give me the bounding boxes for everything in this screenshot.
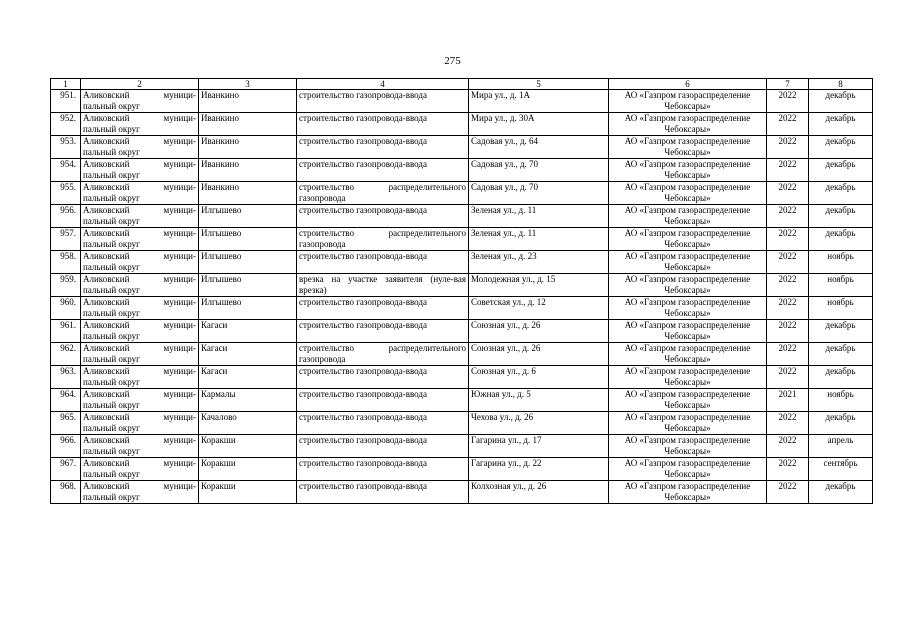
work-type-cell: строительство распределительного газопровода — [297, 228, 469, 251]
work-type-cell: строительство газопровода-ввода — [297, 320, 469, 343]
address-cell: Союзная ул., д. 26 — [469, 320, 609, 343]
column-header: 2 — [81, 79, 199, 90]
organization-cell: АО «Газпром газораспределение Чебоксары» — [609, 251, 767, 274]
village-cell: Илгышево — [199, 274, 297, 297]
month-cell: декабрь — [809, 481, 873, 504]
year-cell: 2022 — [767, 136, 809, 159]
month-cell: декабрь — [809, 366, 873, 389]
district-cell: Аликовский муници-пальный округ — [81, 320, 199, 343]
district-cell: Аликовский муници-пальный округ — [81, 458, 199, 481]
month-cell: апрель — [809, 435, 873, 458]
row-number-cell: 960. — [51, 297, 81, 320]
year-cell: 2022 — [767, 159, 809, 182]
page-number: 275 — [444, 55, 461, 67]
year-cell: 2022 — [767, 251, 809, 274]
organization-cell: АО «Газпром газораспределение Чебоксары» — [609, 412, 767, 435]
work-type-cell: врезка на участке заявителя (нуле-вая врезка) — [297, 274, 469, 297]
row-number-cell: 953. — [51, 136, 81, 159]
table-row — [51, 205, 873, 228]
district-cell: Аликовский муници-пальный округ — [81, 251, 199, 274]
work-type-cell: строительство газопровода-ввода — [297, 435, 469, 458]
organization-cell: АО «Газпром газораспределение Чебоксары» — [609, 343, 767, 366]
work-type-cell: строительство газопровода-ввода — [297, 136, 469, 159]
work-type-cell: строительство распределительного газопровода — [297, 343, 469, 366]
row-number-cell: 952. — [51, 113, 81, 136]
village-cell: Илгышево — [199, 205, 297, 228]
address-cell: Советская ул., д. 12 — [469, 297, 609, 320]
row-number-cell: 966. — [51, 435, 81, 458]
village-cell: Кагаси — [199, 320, 297, 343]
village-cell: Кагаси — [199, 366, 297, 389]
year-cell: 2021 — [767, 389, 809, 412]
organization-cell: АО «Газпром газораспределение Чебоксары» — [609, 90, 767, 113]
column-header: 1 — [51, 79, 81, 90]
address-cell: Молодежная ул., д. 15 — [469, 274, 609, 297]
year-cell: 2022 — [767, 113, 809, 136]
table-row — [51, 481, 873, 504]
row-number-cell: 965. — [51, 412, 81, 435]
row-number-cell: 964. — [51, 389, 81, 412]
work-type-cell: строительство газопровода-ввода — [297, 205, 469, 228]
month-cell: ноябрь — [809, 274, 873, 297]
column-header: 8 — [809, 79, 873, 90]
district-cell: Аликовский муници-пальный округ — [81, 228, 199, 251]
month-cell: декабрь — [809, 320, 873, 343]
district-cell: Аликовский муници-пальный округ — [81, 343, 199, 366]
organization-cell: АО «Газпром газораспределение Чебоксары» — [609, 205, 767, 228]
month-cell: сентябрь — [809, 458, 873, 481]
month-cell: декабрь — [809, 228, 873, 251]
year-cell: 2022 — [767, 343, 809, 366]
year-cell: 2022 — [767, 274, 809, 297]
address-cell: Союзная ул., д. 6 — [469, 366, 609, 389]
village-cell: Коракши — [199, 458, 297, 481]
district-cell: Аликовский муници-пальный округ — [81, 159, 199, 182]
organization-cell: АО «Газпром газораспределение Чебоксары» — [609, 458, 767, 481]
column-header: 7 — [767, 79, 809, 90]
village-cell: Иванкино — [199, 182, 297, 205]
address-cell: Гагарина ул., д. 22 — [469, 458, 609, 481]
year-cell: 2022 — [767, 182, 809, 205]
work-type-cell: строительство газопровода-ввода — [297, 297, 469, 320]
district-cell: Аликовский муници-пальный округ — [81, 136, 199, 159]
row-number-cell: 959. — [51, 274, 81, 297]
organization-cell: АО «Газпром газораспределение Чебоксары» — [609, 481, 767, 504]
year-cell: 2022 — [767, 90, 809, 113]
table-row — [51, 90, 873, 113]
organization-cell: АО «Газпром газораспределение Чебоксары» — [609, 274, 767, 297]
column-header: 5 — [469, 79, 609, 90]
month-cell: декабрь — [809, 136, 873, 159]
month-cell: ноябрь — [809, 297, 873, 320]
village-cell: Коракши — [199, 435, 297, 458]
work-type-cell: строительство газопровода-ввода — [297, 159, 469, 182]
organization-cell: АО «Газпром газораспределение Чебоксары» — [609, 113, 767, 136]
work-type-cell: строительство газопровода-ввода — [297, 251, 469, 274]
organization-cell: АО «Газпром газораспределение Чебоксары» — [609, 228, 767, 251]
work-type-cell: строительство газопровода-ввода — [297, 113, 469, 136]
month-cell: декабрь — [809, 412, 873, 435]
data-table — [50, 78, 873, 504]
village-cell: Илгышево — [199, 251, 297, 274]
table-row — [51, 343, 873, 366]
organization-cell: АО «Газпром газораспределение Чебоксары» — [609, 182, 767, 205]
district-cell: Аликовский муници-пальный округ — [81, 274, 199, 297]
organization-cell: АО «Газпром газораспределение Чебоксары» — [609, 366, 767, 389]
row-number-cell: 961. — [51, 320, 81, 343]
village-cell: Иванкино — [199, 136, 297, 159]
year-cell: 2022 — [767, 297, 809, 320]
work-type-cell: строительство газопровода-ввода — [297, 481, 469, 504]
organization-cell: АО «Газпром газораспределение Чебоксары» — [609, 320, 767, 343]
village-cell: Коракши — [199, 481, 297, 504]
village-cell: Кагаси — [199, 343, 297, 366]
row-number-cell: 955. — [51, 182, 81, 205]
address-cell: Садовая ул., д. 70 — [469, 182, 609, 205]
table-row — [51, 435, 873, 458]
organization-cell: АО «Газпром газораспределение Чебоксары» — [609, 136, 767, 159]
month-cell: декабрь — [809, 90, 873, 113]
table-row — [51, 182, 873, 205]
work-type-cell: строительство распределительного газопровода — [297, 182, 469, 205]
district-cell: Аликовский муници-пальный округ — [81, 412, 199, 435]
column-header: 4 — [297, 79, 469, 90]
table-row — [51, 320, 873, 343]
work-type-cell: строительство газопровода-ввода — [297, 366, 469, 389]
village-cell: Илгышево — [199, 297, 297, 320]
row-number-cell: 967. — [51, 458, 81, 481]
district-cell: Аликовский муници-пальный округ — [81, 182, 199, 205]
village-cell: Кармалы — [199, 389, 297, 412]
address-cell: Южная ул., д. 5 — [469, 389, 609, 412]
header-row — [51, 79, 873, 90]
month-cell: декабрь — [809, 159, 873, 182]
table-row — [51, 412, 873, 435]
year-cell: 2022 — [767, 458, 809, 481]
row-number-cell: 958. — [51, 251, 81, 274]
row-number-cell: 951. — [51, 90, 81, 113]
month-cell: декабрь — [809, 113, 873, 136]
address-cell: Садовая ул., д. 64 — [469, 136, 609, 159]
address-cell: Гагарина ул., д. 17 — [469, 435, 609, 458]
district-cell: Аликовский муници-пальный округ — [81, 113, 199, 136]
district-cell: Аликовский муници-пальный округ — [81, 366, 199, 389]
table-row — [51, 159, 873, 182]
row-number-cell: 968. — [51, 481, 81, 504]
address-cell: Зеленая ул., д. 11 — [469, 205, 609, 228]
village-cell: Илгышево — [199, 228, 297, 251]
row-number-cell: 957. — [51, 228, 81, 251]
table-row — [51, 297, 873, 320]
organization-cell: АО «Газпром газораспределение Чебоксары» — [609, 389, 767, 412]
column-header: 3 — [199, 79, 297, 90]
year-cell: 2022 — [767, 205, 809, 228]
address-cell: Чехова ул., д. 26 — [469, 412, 609, 435]
column-header: 6 — [609, 79, 767, 90]
month-cell: ноябрь — [809, 251, 873, 274]
row-number-cell: 962. — [51, 343, 81, 366]
address-cell: Мира ул., д. 30А — [469, 113, 609, 136]
village-cell: Иванкино — [199, 90, 297, 113]
village-cell: Качалово — [199, 412, 297, 435]
district-cell: Аликовский муници-пальный округ — [81, 205, 199, 228]
table-row — [51, 136, 873, 159]
year-cell: 2022 — [767, 481, 809, 504]
year-cell: 2022 — [767, 412, 809, 435]
district-cell: Аликовский муници-пальный округ — [81, 435, 199, 458]
row-number-cell: 963. — [51, 366, 81, 389]
year-cell: 2022 — [767, 435, 809, 458]
organization-cell: АО «Газпром газораспределение Чебоксары» — [609, 297, 767, 320]
table-row — [51, 389, 873, 412]
month-cell: декабрь — [809, 182, 873, 205]
district-cell: Аликовский муници-пальный округ — [81, 90, 199, 113]
district-cell: Аликовский муници-пальный округ — [81, 481, 199, 504]
district-cell: Аликовский муници-пальный округ — [81, 297, 199, 320]
work-type-cell: строительство газопровода-ввода — [297, 412, 469, 435]
month-cell: ноябрь — [809, 389, 873, 412]
address-cell: Колхозная ул., д. 26 — [469, 481, 609, 504]
address-cell: Садовая ул., д. 70 — [469, 159, 609, 182]
work-type-cell: строительство газопровода-ввода — [297, 90, 469, 113]
month-cell: декабрь — [809, 205, 873, 228]
work-type-cell: строительство газопровода-ввода — [297, 389, 469, 412]
table-row — [51, 458, 873, 481]
table-row — [51, 228, 873, 251]
address-cell: Мира ул., д. 1А — [469, 90, 609, 113]
row-number-cell: 956. — [51, 205, 81, 228]
work-type-cell: строительство газопровода-ввода — [297, 458, 469, 481]
row-number-cell: 954. — [51, 159, 81, 182]
year-cell: 2022 — [767, 228, 809, 251]
table-row — [51, 251, 873, 274]
year-cell: 2022 — [767, 320, 809, 343]
year-cell: 2022 — [767, 366, 809, 389]
month-cell: декабрь — [809, 343, 873, 366]
address-cell: Союзная ул., д. 26 — [469, 343, 609, 366]
district-cell: Аликовский муници-пальный округ — [81, 389, 199, 412]
organization-cell: АО «Газпром газораспределение Чебоксары» — [609, 435, 767, 458]
table-row — [51, 366, 873, 389]
organization-cell: АО «Газпром газораспределение Чебоксары» — [609, 159, 767, 182]
village-cell: Иванкино — [199, 113, 297, 136]
table-row — [51, 274, 873, 297]
table-row — [51, 113, 873, 136]
address-cell: Зеленая ул., д. 23 — [469, 251, 609, 274]
address-cell: Зеленая ул., д. 11 — [469, 228, 609, 251]
village-cell: Иванкино — [199, 159, 297, 182]
